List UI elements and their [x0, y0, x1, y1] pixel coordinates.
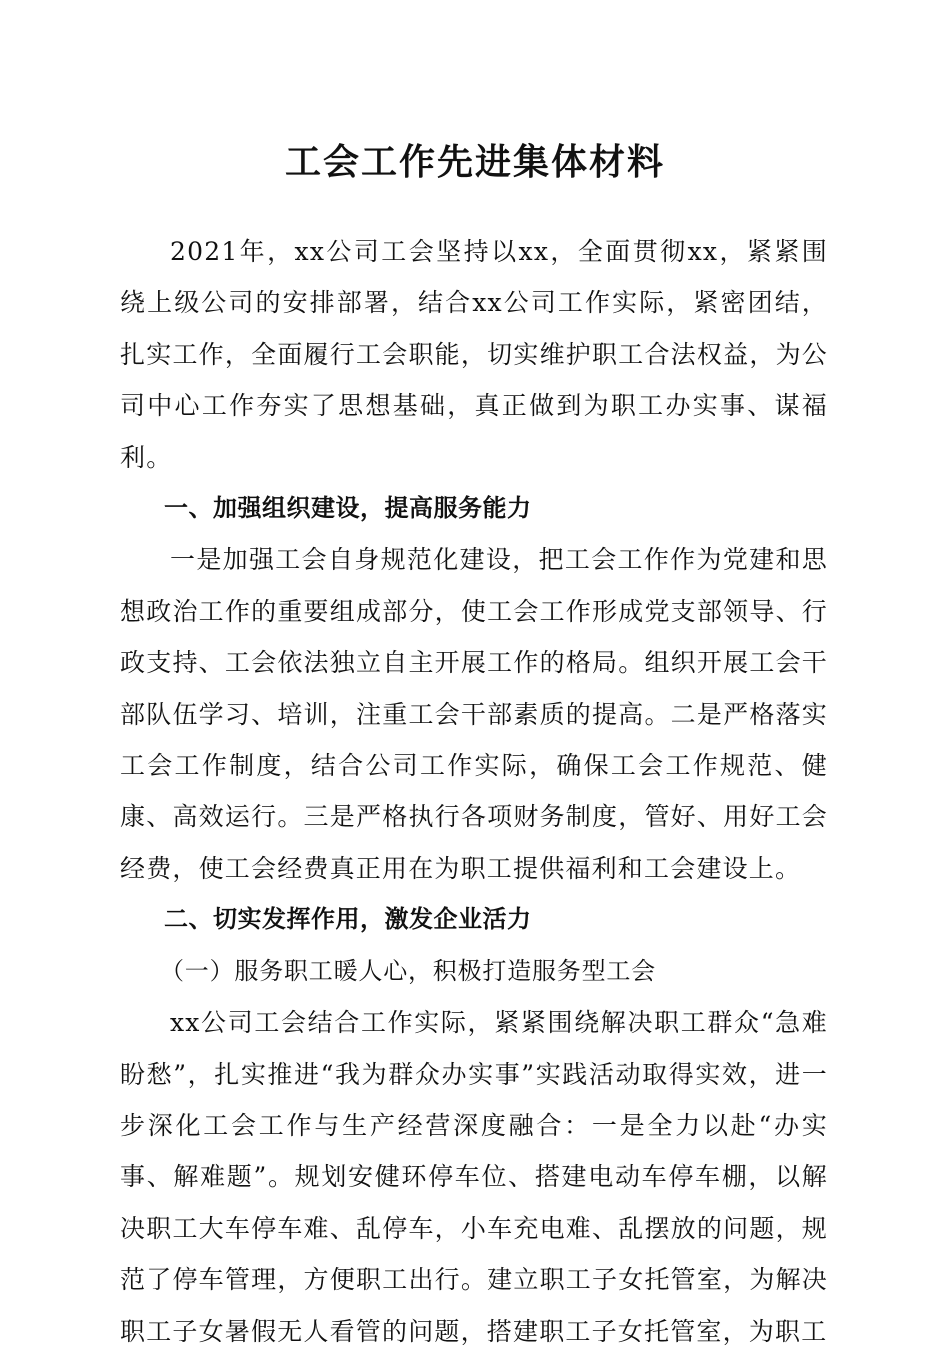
section-1-paragraph: 一是加强工会自身规范化建设，把工会工作作为党建和思想政治工作的重要组成部分，使工会工作形成党支部领导、行政支持、工会依法独立自主开展工作的格局。组织开展工会干部队伍学习、培训，注重工会干部素质的提高。二是严格落实工会工作制度，结合公司工作实际，确保工会工作规范、健康、高效运行。三是严格执行各项财务制度，管好、用好工会经费，使工会经费真正用在为职工提供福利和工会建设上。 — [120, 545, 828, 883]
subsection-heading-1: （一）服务职工暖人心，积极打造服务型工会 — [160, 956, 656, 985]
document-body — [120, 226, 828, 1357]
section-heading-2: 二、切实发挥作用，激发企业活力 — [164, 905, 532, 934]
subsection-1-paragraph: xx公司工会结合工作实际，紧紧围绕解决职工群众“急难盼愁”，扎实推进“我为群众办实事”实践活动取得实效，进一步深化工会工作与生产经营深度融合：一是全力以赴“办实事、解难题”。规划安健环停车位、搭建电动车停车棚，以解决职工大车停车难、乱停车，小车充电难、乱摆放的问题，规范了停车管理，方便职工出行。建立职工子女托管室，为解决职工子女暑假无人看管的问题，搭建职工子女托管室，为职工 — [120, 1008, 828, 1346]
document-title: 工会工作先进集体材料 — [284, 141, 665, 183]
section-heading-1: 一、加强组织建设，提高服务能力 — [164, 494, 532, 523]
intro-paragraph: 2021年，xx公司工会坚持以xx，全面贯彻xx，紧紧围绕上级公司的安排部署，结合xx公司工作实际，紧密团结，扎实工作，全面履行工会职能，切实维护职工合法权益，为公司中心工作夯实了思想基础，真正做到为职工办实事、谋福利。 — [120, 237, 828, 472]
